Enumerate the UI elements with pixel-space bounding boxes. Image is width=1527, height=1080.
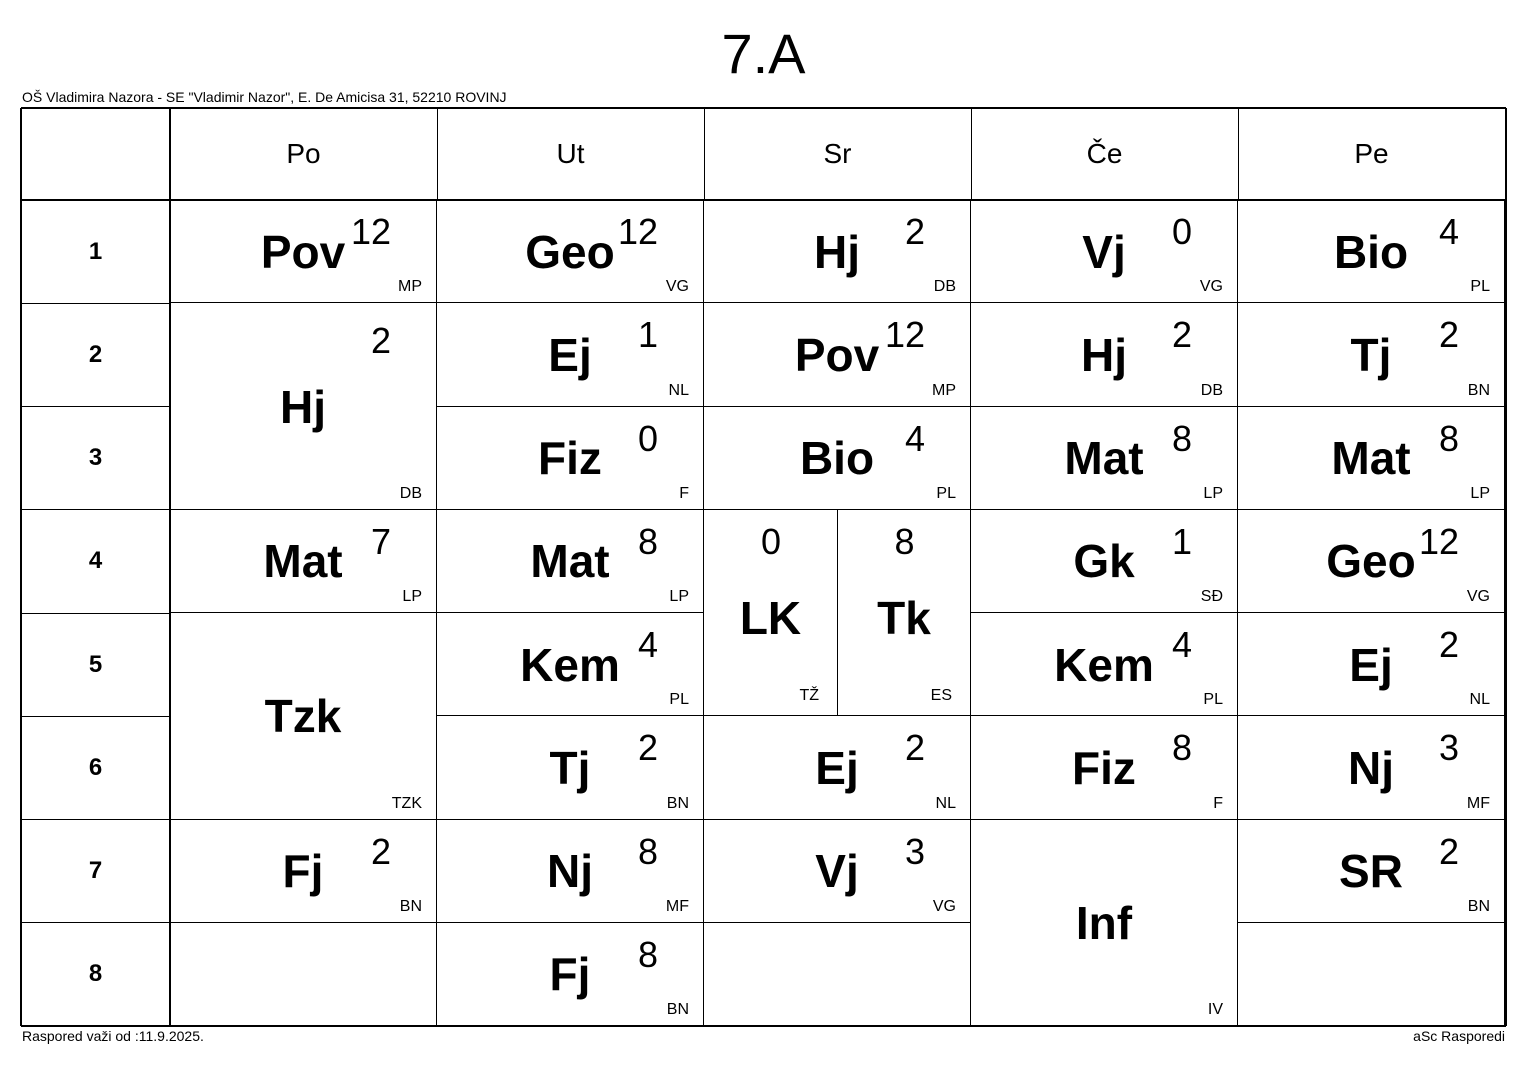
subject-name: LK: [739, 592, 802, 644]
room-number: 8: [894, 520, 915, 562]
lesson-cell: [971, 820, 1238, 1027]
lesson-cell: [971, 407, 1238, 510]
subject-name: Tzk: [264, 690, 342, 743]
teacher-code: MP: [398, 278, 422, 296]
room-number: 12: [1418, 520, 1459, 562]
lesson-cell: [704, 820, 971, 923]
room-number: 2: [904, 727, 925, 769]
lesson-cell: [170, 613, 437, 820]
subject-name: Hj: [1081, 328, 1127, 381]
period-number: 6: [88, 753, 103, 781]
subject-name: Fj: [282, 845, 324, 898]
grid-line: [21, 509, 170, 510]
grid-line: [21, 922, 170, 923]
teacher-code: LP: [1470, 484, 1490, 502]
room-number: 4: [637, 624, 658, 665]
teacher-code: BN: [1467, 381, 1490, 399]
subject-name: Vj: [1082, 225, 1126, 278]
teacher-code: MP: [932, 381, 956, 399]
lesson-cell: [437, 923, 704, 1026]
lesson-cell: [971, 510, 1238, 613]
subject-name: Pov: [260, 225, 346, 278]
lesson-cell: [437, 820, 704, 923]
subject-name: Fiz: [538, 432, 602, 485]
teacher-code: MF: [1466, 794, 1490, 812]
room-number: 2: [1438, 624, 1459, 665]
lesson-cell: [1238, 303, 1505, 406]
day-header: Sr: [823, 138, 852, 169]
subject-name: Nj: [1348, 741, 1394, 794]
lesson-cell: [437, 510, 704, 613]
room-number: 4: [904, 417, 925, 459]
teacher-code: DB: [399, 484, 422, 502]
lesson-cell: [1238, 510, 1505, 613]
room-number: 2: [1438, 314, 1459, 356]
room-number: 4: [1171, 624, 1192, 665]
lesson-cell: [170, 510, 437, 613]
lesson-cell: [170, 303, 437, 510]
empty-cell: [1238, 923, 1505, 1026]
subject-name: Pov: [794, 328, 880, 381]
lesson-cell: [437, 613, 704, 716]
subject-name: Tk: [877, 592, 931, 644]
lesson-cell: [704, 407, 971, 510]
lesson-cell: [704, 716, 971, 819]
day-header: Če: [1086, 138, 1123, 169]
teacher-code: BN: [1467, 897, 1490, 915]
room-number: 0: [760, 520, 782, 562]
teacher-code: NL: [668, 381, 689, 399]
teacher-code: BN: [666, 1001, 689, 1018]
room-number: 3: [904, 830, 925, 872]
lesson-cell: [838, 510, 971, 717]
teacher-code: VG: [1466, 588, 1490, 605]
teacher-code: BN: [399, 897, 422, 915]
lesson-cell: [1238, 716, 1505, 819]
period-number: 5: [88, 650, 103, 678]
teacher-code: VG: [665, 278, 689, 296]
period-number: 4: [88, 547, 103, 575]
empty-cell: [704, 923, 971, 1026]
teacher-code: PL: [1203, 691, 1223, 709]
subject-name: Tj: [1350, 328, 1392, 381]
room-number: 2: [637, 727, 658, 769]
subject-name: Hj: [814, 225, 860, 278]
room-number: 2: [370, 320, 391, 362]
subject-name: Tj: [549, 741, 591, 794]
teacher-code: MF: [665, 897, 689, 915]
room-number: 8: [1171, 727, 1192, 769]
day-header: Po: [286, 138, 321, 169]
teacher-code: IV: [1207, 1001, 1223, 1018]
subject-name: Bio: [1333, 225, 1409, 278]
room-number: 2: [1171, 314, 1192, 356]
lesson-cell: [704, 303, 971, 406]
lesson-cell: [170, 820, 437, 923]
subject-name: Mat: [530, 535, 610, 588]
lesson-cell: [437, 303, 704, 406]
lesson-cell: [170, 200, 437, 303]
teacher-code: ES: [930, 687, 952, 705]
room-number: 0: [1171, 211, 1192, 252]
subject-name: SR: [1339, 845, 1403, 898]
teacher-code: F: [1213, 794, 1223, 812]
grid-line: [21, 819, 170, 820]
subject-name: Mat: [263, 535, 343, 588]
subject-name: Mat: [1331, 432, 1411, 485]
room-number: 8: [637, 933, 658, 975]
grid-line: [21, 613, 170, 614]
day-header: Ut: [556, 138, 585, 169]
teacher-code: BN: [666, 794, 689, 812]
lesson-cell: [971, 716, 1238, 819]
room-number: 1: [1171, 520, 1192, 562]
room-number: 8: [1171, 417, 1192, 459]
subject-name: Fiz: [1072, 741, 1136, 794]
room-number: 3: [1438, 727, 1459, 769]
room-number: 4: [1438, 211, 1459, 252]
room-number: 8: [1438, 417, 1459, 459]
lesson-cell: [704, 200, 971, 303]
subject-name: Gk: [1073, 535, 1135, 588]
subject-name: Ej: [548, 328, 592, 381]
grid-line: [21, 716, 170, 717]
period-number: 2: [88, 340, 103, 368]
teacher-code: VG: [932, 897, 956, 915]
teacher-code: LP: [1203, 484, 1223, 502]
subject-name: Kem: [1054, 638, 1154, 691]
room-number: 2: [904, 211, 925, 252]
teacher-code: PL: [669, 691, 689, 709]
room-number: 12: [884, 314, 925, 356]
day-header: Pe: [1354, 138, 1389, 169]
lesson-cell: [437, 407, 704, 510]
subject-name: Vj: [815, 845, 859, 898]
subject-name: Ej: [815, 741, 859, 794]
room-number: 2: [1438, 830, 1459, 872]
room-number: 12: [350, 211, 391, 252]
room-number: 2: [370, 830, 391, 872]
lesson-cell: [971, 613, 1238, 716]
teacher-code: DB: [933, 278, 956, 296]
grid-line: [21, 107, 1506, 109]
lesson-cell: [437, 716, 704, 819]
subject-name: Geo: [525, 225, 615, 278]
period-number: 3: [88, 444, 103, 472]
grid-line: [21, 406, 170, 407]
empty-cell: [170, 923, 437, 1026]
teacher-code: TZK: [391, 794, 422, 812]
lesson-cell: [437, 200, 704, 303]
room-number: 7: [370, 520, 391, 562]
period-number: 1: [88, 237, 103, 265]
subject-name: Inf: [1075, 896, 1133, 949]
teacher-code: PL: [936, 484, 956, 502]
teacher-code: LP: [669, 588, 689, 605]
subject-name: Mat: [1064, 432, 1144, 485]
room-number: 8: [637, 830, 658, 872]
period-number: 7: [88, 857, 103, 885]
software-credit: aSc Rasporedi: [1413, 1028, 1505, 1044]
subject-name: Ej: [1349, 638, 1393, 691]
teacher-code: LP: [402, 588, 422, 605]
subject-name: Bio: [799, 432, 875, 485]
subject-name: Hj: [280, 380, 326, 433]
school-name: OŠ Vladimira Nazora - SE "Vladimir Nazor", E. De Amicisa 31, 52210 ROVINJ: [22, 89, 507, 105]
room-number: 0: [637, 417, 658, 459]
lesson-cell: [704, 510, 838, 717]
grid-line: [21, 303, 170, 304]
subject-name: Geo: [1326, 535, 1416, 588]
lesson-cell: [1238, 613, 1505, 716]
lesson-cell: [971, 200, 1238, 303]
teacher-code: SĐ: [1200, 588, 1223, 605]
teacher-code: TŽ: [799, 687, 819, 705]
lesson-cell: [1238, 407, 1505, 510]
teacher-code: F: [679, 484, 689, 502]
teacher-code: DB: [1200, 381, 1223, 399]
subject-name: Kem: [520, 638, 620, 691]
subject-name: Fj: [549, 948, 591, 1001]
lesson-cell: [1238, 200, 1505, 303]
teacher-code: PL: [1470, 278, 1490, 296]
lesson-cell: [971, 303, 1238, 406]
room-number: 1: [637, 314, 658, 356]
grid-line: [1505, 108, 1507, 1026]
room-number: 12: [617, 211, 658, 252]
class-title: 7.A: [721, 22, 806, 85]
teacher-code: VG: [1199, 278, 1223, 296]
lesson-cell: [1238, 820, 1505, 923]
room-number: 8: [637, 520, 658, 562]
teacher-code: NL: [1469, 691, 1490, 709]
teacher-code: NL: [935, 794, 956, 812]
valid-from-note: Raspored važi od :11.9.2025.: [22, 1028, 204, 1044]
subject-name: Nj: [547, 845, 593, 898]
period-number: 8: [88, 960, 103, 988]
